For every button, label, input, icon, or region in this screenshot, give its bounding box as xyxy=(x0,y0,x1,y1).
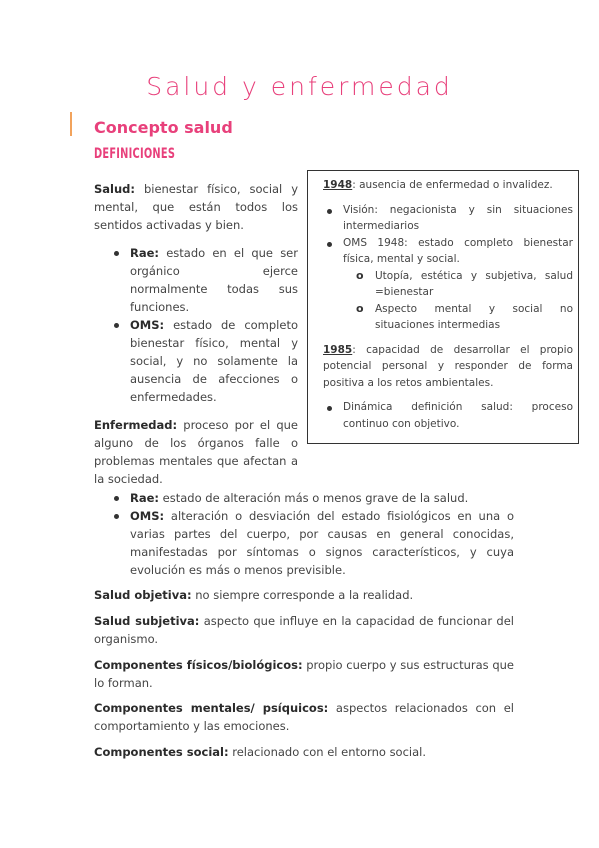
bullet-text: alteración o desviación del estado fisiológicos en una o varias partes del cuerpo, por causas en general conocidas, manifestadas por síntomas o signos característicos, y cuya evolución es más o menos previsible. xyxy=(130,509,514,577)
list-item: o Utopía, estética y subjetiva, salud =bienestar xyxy=(375,268,573,301)
bullet-text: estado de alteración más o menos grave de la salud. xyxy=(159,491,469,505)
salud-text: bienestar físico, social y mental, que están todos los sentidos activadas y bien. xyxy=(94,182,298,232)
list-item: o Aspecto mental y social no situaciones intermedias xyxy=(375,301,573,334)
bullet-text: estado de completo bienestar físico, mental y social, y no solamente la ausencia de afecciones o enfermedades. xyxy=(130,318,298,404)
enfermedad-text: proceso por el que alguno de los órganos falle o problemas mentales que afectan a la sociedad. xyxy=(94,418,298,486)
bullet-term: Rae: xyxy=(130,491,160,505)
enfermedad-definition xyxy=(94,416,298,488)
list-item: Visión: negacionista y sin situaciones intermediarios xyxy=(343,202,573,235)
left-column xyxy=(94,180,298,488)
definition-text: no siempre corresponde a la realidad. xyxy=(191,588,414,602)
definition-componentes-fisicos xyxy=(94,656,514,692)
definition-salud-subjetiva xyxy=(94,612,514,648)
list-item xyxy=(130,316,298,406)
box-1985 xyxy=(323,342,573,392)
list-item xyxy=(130,244,298,316)
list-item: OMS 1948: estado completo bienestar física, mental y social. xyxy=(343,235,573,268)
box-bullets-1 xyxy=(343,202,573,268)
definition-componentes-social xyxy=(94,743,514,761)
list-item: Dinámica definición salud: proceso continuo con objetivo. xyxy=(343,399,573,432)
list-item xyxy=(130,489,514,507)
year-1948: 1948 xyxy=(323,179,353,191)
salud-term: Salud: xyxy=(94,182,136,196)
definition-text: aspectos relacionados con el comportamiento y las emociones. xyxy=(94,701,514,733)
definition-term: Componentes físicos/biológicos: xyxy=(94,658,303,672)
definition-term: Salud objetiva: xyxy=(94,588,192,602)
box-bullets-2 xyxy=(343,399,573,432)
box-1948 xyxy=(323,177,573,194)
bullet-term: OMS: xyxy=(130,318,165,332)
enfermedad-term: Enfermedad: xyxy=(94,418,178,432)
enfermedad-bullets xyxy=(130,489,514,579)
bullet-term: OMS: xyxy=(130,509,165,523)
definition-salud-objetiva xyxy=(94,586,514,604)
bullet-term: Rae: xyxy=(130,246,160,260)
salud-bullets xyxy=(130,244,298,406)
definition-term: Componentes social: xyxy=(94,745,229,759)
section-heading: Concepto salud xyxy=(94,118,233,137)
bullet-text: estado en el que ser orgánico ejerce normalmente todas sus funciones. xyxy=(130,246,298,314)
section-accent-bar xyxy=(70,112,72,136)
year-1948-text: : ausencia de enfermedad o invalidez. xyxy=(352,179,553,191)
history-box xyxy=(307,170,579,444)
list-item xyxy=(130,507,514,579)
definition-text: propio cuerpo y sus estructuras que lo forman. xyxy=(94,658,514,690)
definition-text: relacionado con el entorno social. xyxy=(228,745,427,759)
box-sub-bullets xyxy=(375,268,573,334)
definition-term: Salud subjetiva: xyxy=(94,614,200,628)
salud-definition xyxy=(94,180,298,234)
subheading: DEFINICIONES xyxy=(94,146,176,162)
year-1985-text: : capacidad de desarrollar el propio potencial personal y responder de forma positiva a los retos ambientales. xyxy=(323,343,573,389)
page-title: Salud y enfermedad xyxy=(146,72,453,101)
definition-term: Componentes mentales/ psíquicos: xyxy=(94,701,329,715)
year-1985: 1985 xyxy=(323,343,353,356)
definition-text: aspecto que influye en la capacidad de funcionar del organismo. xyxy=(94,614,514,646)
definition-componentes-mentales xyxy=(94,699,514,735)
